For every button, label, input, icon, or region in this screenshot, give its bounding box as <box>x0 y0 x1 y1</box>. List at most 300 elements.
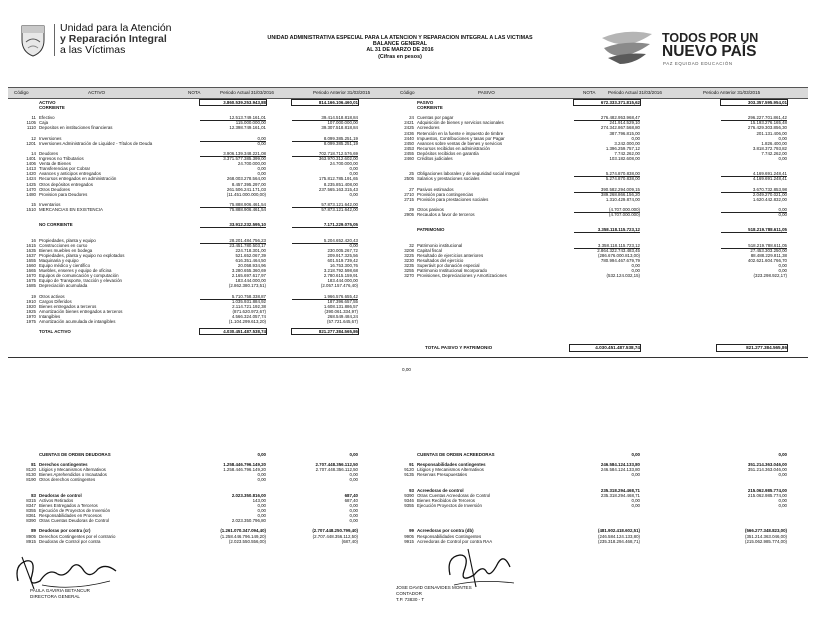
current-period-value: 4.566.324.057,74 <box>231 313 266 319</box>
account-code: 2453 <box>404 145 414 151</box>
previous-period-value: 8.235.851.408,00 <box>323 181 358 187</box>
account-label: Ingresos no Tributarios <box>39 156 84 162</box>
current-period-value: 521.652.067,39 <box>235 252 266 258</box>
previous-period-value: 687,40 <box>344 497 358 503</box>
current-period-value: 274.342.867.568,80 <box>600 125 640 131</box>
previous-period-value: 0,00 <box>778 452 787 457</box>
account-code: 29 <box>409 206 414 212</box>
previous-period-value: 351.214.363.046,00 <box>747 467 787 473</box>
section-separator <box>8 357 808 358</box>
account-label: Avances sobre ventas de bienes y servicios <box>417 140 503 146</box>
account-label: CUENTAS DE ORDEN ACREEDORAS <box>417 452 495 457</box>
account-code: 1975 <box>26 319 36 325</box>
account-code: 2450 <box>404 140 414 146</box>
todos-por-un-nuevo-pais-logo <box>600 30 800 70</box>
account-code: 11 <box>31 115 36 121</box>
account-code: 2440 <box>404 135 414 141</box>
account-label: CORRIENTE <box>417 105 443 111</box>
current-period-value: 75.888.906.461,54 <box>200 202 266 208</box>
previous-period-value: (2.057.157.476,40) <box>320 283 358 289</box>
account-label: Recursos recibidos en administración <box>417 145 490 151</box>
account-code: 3235 <box>404 263 414 268</box>
previous-period-value: 0,00 <box>349 166 358 172</box>
previous-period-value: (323.298.922,17) <box>753 273 787 279</box>
account-code: 2505 <box>404 176 414 182</box>
account-label: Inversiones Administración de Liquidez - Títulos de Deuda <box>39 140 153 146</box>
previous-period-value: 1.826.400,00 <box>761 140 787 146</box>
account-code: 2421 <box>404 120 414 126</box>
current-period-value: 2.864.322.743.483,45 <box>597 247 640 253</box>
header-periodo-anterior: Periodo Anterior 31/03/2015 <box>313 90 371 95</box>
previous-period-value: 1.608.131.886,57 <box>323 303 358 309</box>
account-label: Reservas Presupuestales <box>417 472 468 478</box>
previous-period-value: 276.429.303.856,30 <box>747 125 787 131</box>
logo-vertical-rule <box>54 24 55 56</box>
account-label: Venta de Bienes <box>39 161 71 167</box>
previous-period-value: 363.970.312.602,00 <box>318 156 358 162</box>
account-label: Equipos de comunicación y computación <box>39 273 119 279</box>
previous-period-value: 27.453.303.250,00 <box>750 247 787 253</box>
total-pasivo-current: 4.030.451.487.538,74 <box>570 345 640 351</box>
previous-period-value: 0,00 <box>778 263 787 268</box>
previous-period-value: 0,00 <box>778 502 787 508</box>
header-periodo-anterior-2: Periodo Anterior 31/03/2015 <box>703 90 761 95</box>
account-code: 2710 <box>404 191 414 197</box>
account-code: 1925 <box>26 308 36 314</box>
header-nota-2: NOTA <box>583 90 596 95</box>
header-periodo-actual: Periodo Actual 31/03/2016 <box>220 90 274 95</box>
previous-period-value: 2.707.448.356.112,50 <box>315 462 358 468</box>
account-label: Créditos judiciales <box>417 156 453 162</box>
previous-period-value: 687,40 <box>344 492 358 498</box>
previous-period-value: 15.193.276.165,48 <box>750 120 787 126</box>
account-code: 2455 <box>404 150 414 156</box>
signatory-right-name: JOSE DAVID GENAVIDES MONTES <box>396 585 472 590</box>
account-label: Litigios y Mecanismos Alternativos <box>39 467 106 473</box>
current-period-value: 7.742.262,00 <box>614 150 640 156</box>
current-period-value: 0,00 <box>631 502 640 508</box>
previous-period-value: 702.718.712.576,69 <box>292 151 358 157</box>
account-label: Responsabilidades en Procesos <box>39 513 102 519</box>
center-zero-value: 0,00 <box>402 367 411 372</box>
current-period-value: 1.258.446.796.149,20 <box>223 462 266 468</box>
account-label: Otros activos <box>39 293 65 299</box>
current-period-value: 3.358.118.115.723,12 <box>574 227 640 233</box>
account-code: 1665 <box>26 268 36 274</box>
current-period-value: 20.058.934,96 <box>237 263 266 268</box>
previous-period-value: (687,40) <box>341 538 358 544</box>
account-label: Avances y anticipos entregados <box>39 171 101 177</box>
account-label: NO CORRIENTE <box>39 222 73 228</box>
previous-period-value: (215.062.985.774,00) <box>745 538 787 544</box>
table-row <box>22 329 382 334</box>
account-code: 1637 <box>26 252 36 258</box>
current-period-value: 0,00 <box>631 497 640 503</box>
account-label: ACTIVO <box>39 100 56 105</box>
previous-period-value: 8.099.385.251,19 <box>323 140 358 146</box>
header-nota: NOTA <box>188 90 201 95</box>
previous-period-value: 0,00 <box>778 156 787 162</box>
account-code: 2715 <box>404 196 414 202</box>
account-label: Recursos entregados en administración <box>39 176 117 182</box>
previous-period-value: 3.670.732.853,98 <box>721 187 787 193</box>
account-label: Otras Cuentas Deudoras de Control <box>39 518 110 524</box>
current-period-value: (2.862.380.173,51) <box>228 283 266 289</box>
entity-title: UNIDAD ADMINISTRATIVA ESPECIAL PARA LA ATENCION Y REPARACION INTEGRAL A LAS VICTIMAS <box>267 35 533 41</box>
current-period-value: (1.261.070.347.094,40) <box>220 528 266 534</box>
header-periodo-actual-2: Periodo Actual 31/03/2016 <box>608 90 662 95</box>
current-period-value: 3.906.139.348.221,08 <box>200 151 266 157</box>
account-code: 1685 <box>26 283 36 289</box>
current-period-value: (246.584.124.133,80) <box>598 533 640 539</box>
current-period-value: 1.258.446.796.149,20 <box>223 467 266 473</box>
current-period-value: 183.444.000,00 <box>235 278 266 284</box>
previous-period-value: 88.488.229.811,38 <box>750 252 787 258</box>
current-period-value: 0,00 <box>257 502 266 508</box>
account-code: 2436 <box>404 130 414 136</box>
account-label: Depositos en instituciones financieras <box>39 125 113 131</box>
previous-period-value: 0,00 <box>778 497 787 503</box>
previous-period-value: 175.812.785.191,65 <box>318 176 358 182</box>
account-label: Amortización acumulada de intangibles <box>39 319 116 325</box>
previous-period-value: 57.873.121.642,00 <box>292 202 358 208</box>
table-row <box>400 273 800 278</box>
current-period-value: 3.371.577.385.399,00 <box>223 156 266 162</box>
current-period-value: (235.318.294.468,71) <box>598 538 640 544</box>
account-code: 1920 <box>26 303 36 309</box>
previous-period-value: 201.131.406,00 <box>756 130 787 136</box>
account-code: 1425 <box>26 181 36 187</box>
previous-period-value: 215.062.985.774,00 <box>747 492 787 498</box>
account-code: 1110 <box>26 125 36 131</box>
account-label: Acreedoras de control <box>417 487 464 493</box>
current-period-value: 28.201.484.756,23 <box>200 238 266 244</box>
account-label: Cuentas por pagar <box>417 115 454 121</box>
account-code: 27 <box>409 186 414 192</box>
current-period-value: 389.268.866.156,20 <box>600 191 640 197</box>
account-label: Propiedades, planta y equipo no explotados <box>39 252 125 258</box>
liabilities-equity-table <box>400 100 800 278</box>
account-label: Depósitos recibidos en garantía <box>417 150 479 156</box>
account-label: Acreedoras por contra (db) <box>417 528 474 534</box>
account-label: Bienes Recibidos de Terceros <box>417 497 476 503</box>
current-period-value: 235.318.294.468,71 <box>600 487 640 493</box>
previous-period-value: 16.753.300,76 <box>329 263 358 268</box>
account-label: Bienes Entregados a Terceros <box>39 502 98 508</box>
table-row <box>400 539 800 544</box>
previous-period-value: 24.700.000,00 <box>329 161 358 167</box>
account-code: 3270 <box>404 273 414 279</box>
current-period-value: 3.280.655.360,69 <box>231 268 266 274</box>
account-label: Otros depósitos entregados <box>39 181 93 187</box>
account-label: Otros pasivos <box>417 206 444 212</box>
account-label: Capital fiscal <box>417 247 442 253</box>
account-code: 8120 <box>26 467 36 473</box>
account-label: Propiedades, planta y equipo <box>39 237 96 243</box>
current-period-value: 3.242.000,00 <box>614 140 640 146</box>
account-code: 12 <box>31 135 36 141</box>
account-label: Muebles, enseres y equipo de oficina <box>39 268 112 274</box>
account-label: Recaudos a favor de terceros <box>417 212 475 218</box>
current-period-value: 8.457.395.297,00 <box>231 181 266 187</box>
previous-period-value: 7.171.229.075,05 <box>292 222 358 228</box>
account-label: Efectivo <box>39 115 55 121</box>
current-period-value: 0,00 <box>257 166 266 172</box>
previous-period-value: 518.219.788.611,05 <box>721 227 787 233</box>
account-code: 9346 <box>404 497 414 503</box>
document-title-block <box>250 35 550 60</box>
current-period-value: 33.912.232.595,10 <box>200 222 266 228</box>
previous-period-value: 7.742.262,00 <box>761 150 787 156</box>
previous-period-value: 268.549.484,24 <box>327 313 358 319</box>
account-label: Deudoras de Control por contra <box>39 538 101 544</box>
current-period-value: 0,00 <box>257 477 266 483</box>
previous-period-value: 351.214.363.046,00 <box>747 462 787 468</box>
account-label: Provisión para contingencias <box>417 191 474 197</box>
table-row <box>22 539 382 544</box>
account-label: Resultados del ejercicio <box>417 257 464 263</box>
current-period-value: (871.620.972,67) <box>232 308 266 314</box>
current-period-value: 0,00 <box>257 472 266 478</box>
account-label: Equipo médico y científico <box>39 263 91 268</box>
previous-period-value: 3.818.372.793,82 <box>752 145 787 151</box>
account-label: Intangibles <box>39 313 61 319</box>
previous-period-value: 0,00 <box>349 452 358 457</box>
previous-period-value: 402.621.604.766,70 <box>747 257 787 263</box>
previous-period-value: 0,00 <box>721 207 787 213</box>
account-code: 1970 <box>26 313 36 319</box>
account-code: 15 <box>31 201 36 207</box>
account-code: 8915 <box>26 538 36 544</box>
account-code: 2905 <box>404 212 414 218</box>
account-code: 1635 <box>26 247 36 253</box>
current-period-value: 0,00 <box>631 268 640 274</box>
account-code: 1615 <box>26 242 36 248</box>
account-label: Obligaciones laborales y de seguridad social integral <box>417 171 520 177</box>
header-codigo: Código <box>14 90 29 95</box>
previous-period-value: 0,00 <box>349 513 358 519</box>
account-label: Inventarios <box>39 201 61 207</box>
previous-period-value: (2.707.448.250.799,40) <box>312 528 358 534</box>
previous-period-value: 3.218.792.598,68 <box>323 268 358 274</box>
account-code: 1510 <box>26 206 36 212</box>
previous-period-value: (390.061.334,97) <box>324 308 358 314</box>
report-title: BALANCE GENERAL <box>372 41 428 48</box>
total-pasivo-label: TOTAL PASIVO Y PATRIMONIO <box>425 345 493 350</box>
current-period-value: 1.310.429.874,00 <box>605 196 640 202</box>
signature-right-icon <box>440 545 520 589</box>
account-code: 89 <box>31 528 36 534</box>
account-label: Acreedores <box>417 125 440 131</box>
previous-period-value: 39.414.518.818,84 <box>292 115 358 121</box>
account-label: Bienes entregados a terceros <box>39 303 97 309</box>
previous-period-value: (351.214.363.046,00) <box>745 533 787 539</box>
previous-period-value: 57.873.121.642,00 <box>321 206 358 212</box>
previous-period-value: 814.166.106.460,01 <box>292 100 358 105</box>
current-period-value: 616.351.464,50 <box>235 257 266 263</box>
current-period-value: 3.358.118.115.723,12 <box>574 243 640 249</box>
current-period-value: 672.333.371.815,62 <box>574 100 640 105</box>
account-label: Salarios y prestaciones sociales <box>417 176 480 182</box>
signatory-right-tp: T.P. 73830 - T <box>396 597 425 602</box>
account-label: Acreedoras de Control por contra RAA <box>417 538 493 544</box>
account-label: CUENTAS DE ORDEN DEUDORAS <box>39 452 111 457</box>
current-period-value: 0,00 <box>257 513 266 519</box>
previous-period-value: 0,00 <box>349 477 358 483</box>
account-code: 3208 <box>404 247 414 253</box>
current-period-value: (4.707.000.000) <box>608 212 640 218</box>
logo-line-2: y Reparación Integral <box>60 33 167 45</box>
account-label: Impuestos, Contribuciones y tasas por Pagar <box>417 135 505 141</box>
previous-period-value: (566.277.348.823,00) <box>745 528 787 534</box>
account-code: 1655 <box>26 257 36 263</box>
account-code: 2425 <box>404 125 414 131</box>
account-code: 8361 <box>26 513 36 519</box>
account-code: 1670 <box>26 273 36 279</box>
account-label: Ejecución Proyectos de Inversión <box>417 502 482 508</box>
report-date: AL 31 DE MARZO DE 2016 <box>366 47 434 54</box>
header-activo: ACTIVO <box>88 90 106 95</box>
previous-period-value: 0,00 <box>349 518 358 524</box>
account-code: 8347 <box>26 502 36 508</box>
account-code: 8315 <box>26 497 36 503</box>
previous-period-value: 601.519.739,42 <box>327 257 358 263</box>
current-period-value: 0,00 <box>631 472 640 478</box>
current-period-value: 268.003.278.564,00 <box>226 176 266 182</box>
account-code: 9390 <box>404 492 414 498</box>
previous-period-value: 237.565.163.315,43 <box>318 186 358 192</box>
account-code: 99 <box>409 528 414 534</box>
slogan-line-2: NUEVO PAÍS <box>662 43 757 60</box>
current-period-value: 5.274.870.838,00 <box>574 171 640 177</box>
account-label: TOTAL ACTIVO <box>39 329 71 335</box>
previous-period-value: 2.780.615.159,91 <box>323 273 358 279</box>
account-code: 9915 <box>404 538 414 544</box>
assets-table <box>22 100 382 334</box>
account-code: 81 <box>31 462 36 468</box>
account-label: Ejecución de Proyectos de Inversión <box>39 508 111 514</box>
account-code: 16 <box>31 237 36 243</box>
previous-period-value: 0,00 <box>778 268 787 274</box>
logo-line-3: a las Víctimas <box>60 44 126 56</box>
column-header-bar <box>8 87 808 99</box>
account-label: Amortización bienes entregados a terceros <box>39 308 123 314</box>
previous-period-value: (2.707.448.356.112,50) <box>312 533 358 539</box>
account-label: MERCANCIAS EN EXISTENCIA <box>39 206 103 212</box>
current-period-value: 2.023.350.796,80 <box>231 518 266 524</box>
current-period-value: 246.584.124.133,80 <box>600 467 640 473</box>
previous-period-value: 0,00 <box>349 502 358 508</box>
current-period-value: 224.718.301,00 <box>235 247 266 253</box>
account-code: 1470 <box>26 186 36 192</box>
account-label: Bienes muebles en bodega <box>39 247 93 253</box>
account-label: Provisión para prestaciones sociales <box>417 196 489 202</box>
current-period-value: 3.860.539.253.943,88 <box>200 100 266 105</box>
account-code: 1424 <box>26 176 36 182</box>
account-code: 8905 <box>26 533 36 539</box>
account-code: 1660 <box>26 263 36 268</box>
account-label: Inversiones <box>39 135 62 141</box>
previous-period-value: 0,00 <box>778 135 787 141</box>
current-period-value: 261.506.241.171,03 <box>226 186 266 192</box>
previous-period-value: 1.966.576.655,42 <box>292 294 358 300</box>
account-code: 1406 <box>26 161 36 167</box>
account-code: 25 <box>409 171 414 177</box>
previous-period-value: 183.444.000,00 <box>327 278 358 284</box>
account-code: 1910 <box>26 298 36 304</box>
account-label: PASIVO <box>417 100 434 105</box>
current-period-value: 24.700.000,00 <box>237 161 266 167</box>
current-period-value: 241.914.529,10 <box>609 120 640 126</box>
current-period-value: 0,00 <box>257 508 266 514</box>
account-label: Activos Retirados <box>39 497 74 503</box>
signatory-right-role: CONTADOR <box>396 591 422 596</box>
account-label: Adquisición de bienes y servicios nacionales <box>417 120 504 126</box>
report-units: (Cifras en pesos) <box>378 53 422 60</box>
account-label: CORRIENTE <box>39 105 65 111</box>
account-label: Construcciones en curso <box>39 242 88 248</box>
previous-period-value: 0,00 <box>349 191 358 197</box>
account-label: Derechos Contingentes por el contrario <box>39 533 116 539</box>
account-code: 2460 <box>404 156 414 162</box>
previous-period-value: 0,00 <box>349 242 358 248</box>
account-label: Derechos contingentes <box>39 462 88 468</box>
account-code: 1420 <box>26 171 36 177</box>
account-code: 9135 <box>404 472 414 478</box>
account-code: 24 <box>409 115 414 121</box>
current-period-value: 75.888.906.461,54 <box>229 206 266 212</box>
previous-period-value: 518.219.788.611,05 <box>721 243 787 249</box>
account-code: 32 <box>409 242 414 248</box>
current-period-value: 103.182.608,00 <box>609 156 640 162</box>
current-period-value: 2.114.721.192,38 <box>232 303 266 309</box>
account-label: Patrimonio Institucional Incorporado <box>417 268 488 274</box>
account-label: Transferencias por Cobrar <box>39 166 91 172</box>
previous-period-value: 230.005.267,72 <box>327 247 358 253</box>
account-label: Deudoras de control <box>39 492 82 498</box>
previous-period-value: 4.169.691.248,41 <box>752 176 787 182</box>
current-period-value: 390.582.294.009,15 <box>574 187 640 193</box>
account-label: Deudoras por contra (cr) <box>39 528 91 534</box>
previous-period-value: 215.062.985.774,00 <box>747 487 787 493</box>
current-period-value: 387.796.815,00 <box>609 130 640 136</box>
account-label: Provision para Deudores <box>39 191 88 197</box>
account-code: 9120 <box>404 467 414 473</box>
wing-shape-icon <box>600 30 654 66</box>
account-label: Patrimonio institucional <box>417 242 463 248</box>
current-period-value: (532.124.032,15) <box>606 273 640 279</box>
current-period-value: 1.396.259.757,12 <box>605 145 640 151</box>
current-period-value: 0,00 <box>631 452 640 457</box>
unidad-victimas-logo <box>18 22 218 60</box>
credit-memo-accounts-table <box>400 452 800 544</box>
account-label: Responsabilidades Contingentes <box>417 533 482 539</box>
total-pasivo-previous: 821.277.384.565,86 <box>717 345 787 351</box>
account-label: Otros Deudores <box>39 186 70 192</box>
account-code: 1480 <box>26 191 36 197</box>
signature-left-icon <box>12 551 122 593</box>
previous-period-value: 187.396.657,55 <box>327 298 358 304</box>
account-label: Depreciación acumulada <box>39 283 88 289</box>
current-period-value: (1.258.446.796.149,20) <box>220 533 266 539</box>
account-code: 9905 <box>404 533 414 539</box>
previous-period-value: 8.099.385.251,19 <box>292 136 358 142</box>
current-period-value: 276.482.953.968,47 <box>574 115 640 121</box>
account-code: 9355 <box>404 502 414 508</box>
current-period-value: (11.451.000.000,00) <box>226 191 266 197</box>
previous-period-value: (57.721.645,67) <box>326 319 358 325</box>
previous-period-value: 303.357.595.954,01 <box>721 100 787 105</box>
